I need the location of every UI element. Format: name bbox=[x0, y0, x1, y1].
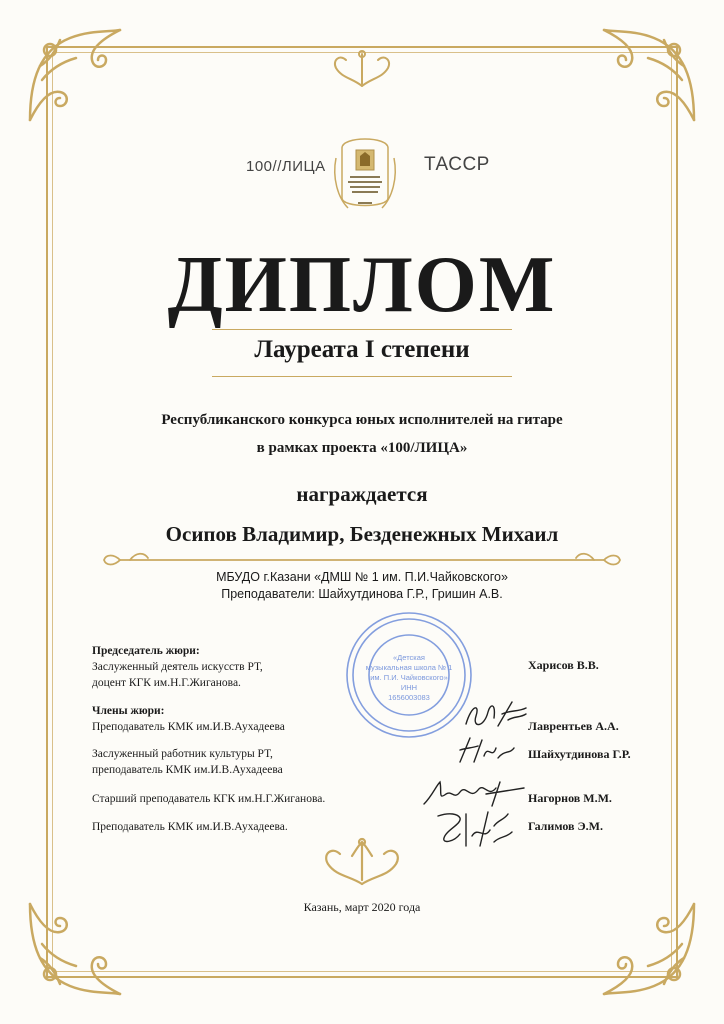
jury-members-block bbox=[92, 703, 285, 735]
signature-image bbox=[420, 776, 528, 810]
school-name: МБУДО г.Казани «ДМШ № 1 им. П.И.Чайковского» bbox=[216, 570, 508, 584]
chair-title: Заслуженный деятель искусств РТ, bbox=[92, 661, 263, 673]
coat-of-arms-icon bbox=[330, 128, 400, 216]
corner-ornament-icon bbox=[20, 20, 130, 130]
logo-tassr: ТАССР bbox=[424, 154, 490, 175]
contest-line: в рамках проекта «100/ЛИЦА» bbox=[256, 440, 468, 456]
chair-heading: Председатель жюри: bbox=[92, 645, 200, 657]
members-heading: Члены жюри: bbox=[92, 705, 165, 717]
logos-row bbox=[0, 128, 724, 218]
contest-line: Республиканского конкурса юных исполнителей на гитаре bbox=[161, 412, 563, 428]
stamp-text: 1656003083 bbox=[388, 693, 430, 702]
stamp-text: ИНН bbox=[400, 683, 418, 692]
school-info bbox=[0, 569, 724, 603]
member-name: Галимов Э.М. bbox=[528, 819, 603, 833]
awarded-label: награждается bbox=[296, 482, 428, 506]
teachers-line: Преподаватели: Шайхутдинова Г.Р., Гришин А.В. bbox=[221, 587, 503, 601]
official-stamp bbox=[344, 610, 474, 740]
member-title: Преподаватель КМК им.И.В.Аухадеева. bbox=[92, 821, 288, 833]
degree-label: Лауреата I степени bbox=[254, 336, 470, 363]
member-name: Лаврентьев А.А. bbox=[528, 719, 619, 733]
stamp-text: музыкальная школа № 1 bbox=[365, 663, 453, 672]
jury-chair-block bbox=[92, 643, 263, 691]
member-title: Преподаватель КМК им.И.В.Аухадеева bbox=[92, 721, 285, 733]
divider-line bbox=[212, 329, 512, 330]
member-name: Нагорнов М.М. bbox=[528, 791, 612, 805]
signature-image bbox=[462, 698, 530, 732]
stamp-text: «Детская bbox=[393, 653, 425, 662]
member-name: Шайхутдинова Г.Р. bbox=[528, 747, 631, 761]
chair-title: доцент КГК им.Н.Г.Жиганова. bbox=[92, 677, 241, 689]
divider-line bbox=[212, 376, 512, 377]
bottom-ornament-icon bbox=[312, 836, 412, 886]
stamp-text: им. П.И. Чайковского» bbox=[370, 673, 448, 682]
signature-image bbox=[432, 806, 516, 850]
top-ornament-icon bbox=[322, 48, 402, 88]
logo-100-lica: 100//ЛИЦА bbox=[246, 158, 326, 175]
diploma-title: ДИПЛОМ bbox=[167, 241, 557, 329]
place-and-date: Казань, март 2020 года bbox=[303, 900, 421, 914]
chair-name: Харисов В.В. bbox=[528, 658, 599, 672]
member-title: Заслуженный работник культуры РТ, bbox=[92, 748, 273, 760]
member-title: преподаватель КМК им.И.В.Аухадеева bbox=[92, 764, 283, 776]
contest-description bbox=[0, 406, 724, 462]
signature-image bbox=[456, 734, 518, 766]
corner-ornament-icon bbox=[594, 20, 704, 130]
jury-member-block bbox=[92, 746, 283, 778]
jury-member-block bbox=[92, 791, 325, 807]
jury-member-block bbox=[92, 819, 288, 835]
member-title: Старший преподаватель КГК им.Н.Г.Жиганова. bbox=[92, 793, 326, 805]
ornamental-divider-icon bbox=[100, 550, 624, 570]
recipients-names: Осипов Владимир, Безденежных Михаил bbox=[165, 522, 559, 546]
